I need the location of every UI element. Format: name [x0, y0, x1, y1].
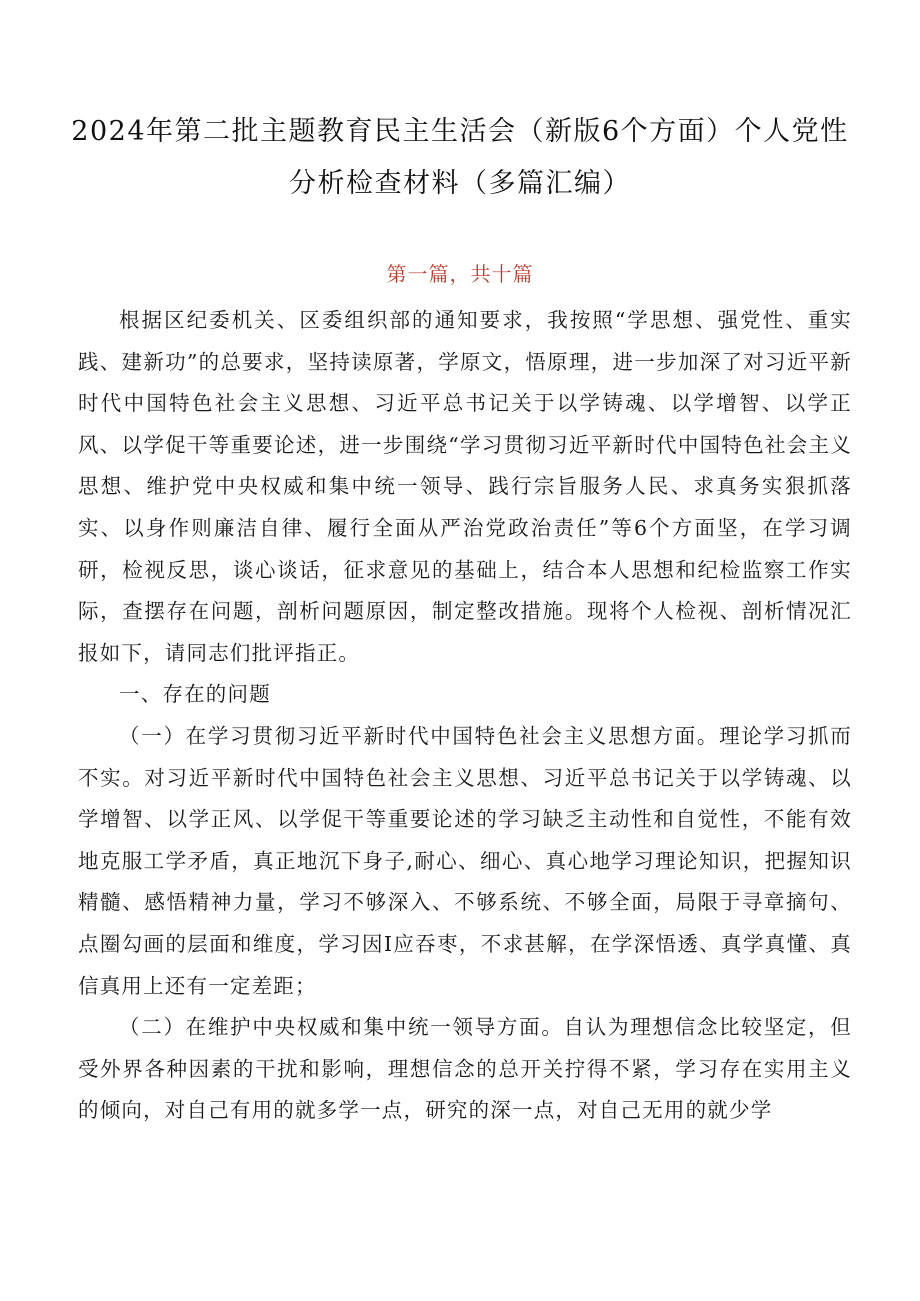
section-heading: 一、存在的问题 — [119, 682, 271, 707]
document-title: 2024年第二批主题教育民主生活会（新版6个方面）个人党性分析检查材料（多篇汇编） — [71, 116, 849, 199]
document-subtitle: 第一篇，共十篇 — [386, 262, 534, 286]
issue-paragraph-2: （二）在维护中央权威和集中统一领导方面。自认为理想信念比较坚定，但受外界各种因素的干扰和影响，理想信念的总开关拧得不紧，学习存在实用主义的倾向，对自己有用的就多学一点，研究的深一点，对自己无用的就少学 — [78, 1015, 852, 1123]
issue-paragraph-1: （一）在学习贯彻习近平新时代中国特色社会主义思想方面。理论学习抓而不实。对习近平新时代中国特色社会主义思想、习近平总书记关于以学铸魂、以学增智、以学正风、以学促干等重要论述的学习缺乏主动性和自觉性，不能有效地克服工学矛盾，真正地沉下身子,耐心、细心、真心地学习理论知识，把握知识精髓、感悟精神力量，学习不够深入、不够系统、不够全面，局限于寻章摘句、点圈勾画的层面和维度，学习因I应吞枣，不求甚解，在学深悟透、真学真懂、真信真用上还有一定差距； — [78, 723, 852, 998]
intro-paragraph: 根据区纪委机关、区委组织部的通知要求，我按照“学思想、强党性、重实践、建新功”的总要求，坚持读原著，学原文，悟原理，进一步加深了对习近平新时代中国特色社会主义思想、习近平总书记关于以学铸魂、以学增智、以学正风、以学促干等重要论述，进一步围绕“学习贯彻习近平新时代中国特色社会主义思想、维护党中央权威和集中统一领导、践行宗旨服务人民、求真务实狠抓落实、以身作则廉洁自律、履行全面从严治党政治责任”等6个方面坚，在学习调研，检视反思，谈心谈话，征求意见的基础上，结合本人思想和纪检监察工作实际，查摆存在问题，剖析问题原因，制定整改措施。现将个人检视、剖析情况汇报如下，请同志们批评指正。 — [78, 308, 852, 665]
document-body — [78, 300, 852, 1132]
